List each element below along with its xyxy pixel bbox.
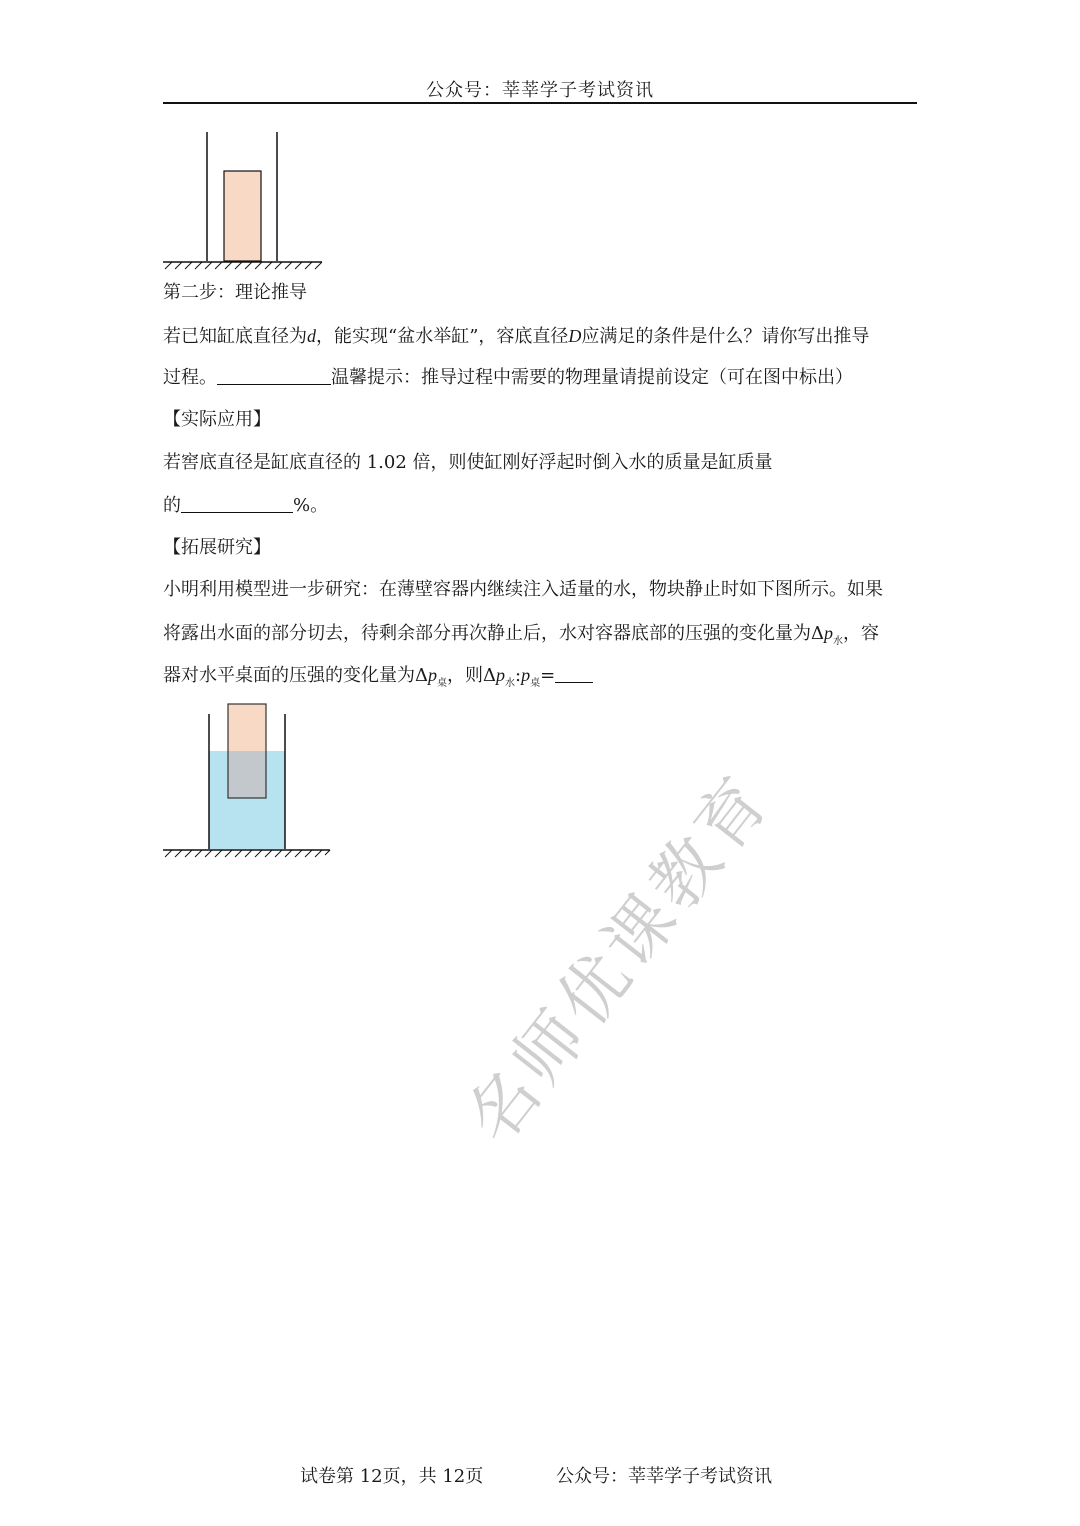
answer-blank-percent[interactable]: [181, 492, 293, 513]
block-above-water: [228, 704, 266, 751]
ratio-colon: :: [515, 665, 522, 686]
hint-text: 温馨提示：推导过程中需要的物理量请提前设定（可在图中标出）: [331, 367, 853, 388]
application-title: 【实际应用】: [163, 409, 271, 430]
application-line-2: [163, 492, 923, 520]
variable-d: d: [307, 326, 316, 346]
variable-p: p: [521, 665, 531, 685]
figure-container-with-water: [160, 700, 335, 865]
extension-text: ，则Δ: [447, 665, 496, 686]
extension-title: 【拓展研究】: [163, 537, 271, 558]
footer-page-info: 试卷第 12页，共 12页: [300, 1466, 484, 1487]
variable-D: D: [568, 326, 582, 346]
block-submerged: [228, 751, 266, 798]
block: [224, 171, 261, 261]
variable-p: p: [428, 665, 437, 685]
equals-sign: =: [540, 665, 556, 686]
variable-p: p: [496, 665, 505, 685]
derivation-text: ，能实现“盆水举缸”，容底直径: [316, 326, 569, 347]
step2-title: 第二步：理论推导: [163, 282, 307, 303]
extension-text: 器对水平桌面的压强的变化量为Δ: [163, 665, 428, 686]
derivation-text: 若已知缸底直径为: [163, 326, 307, 347]
figure-container-empty: [160, 128, 330, 273]
answer-blank-ratio[interactable]: [555, 662, 593, 683]
subscript-table: 桌: [437, 678, 447, 689]
extension-line-1: 小明利用模型进一步研究：在薄壁容器内继续注入适量的水，物块静止时如下图所示。如果: [163, 579, 883, 600]
page-header: 公众号：莘莘学子考试资讯: [426, 80, 654, 101]
extension-line-2: [163, 619, 923, 656]
extension-text: 将露出水面的部分切去，待剩余部分再次静止后，水对容器底部的压强的变化量为Δ: [163, 623, 824, 644]
derivation-text: 过程。: [163, 367, 217, 388]
subscript-table: 桌: [530, 678, 541, 689]
answer-blank-derivation[interactable]: [217, 364, 331, 385]
subscript-water: 水: [505, 678, 515, 689]
subscript-water: 水: [833, 636, 843, 647]
application-text: %。: [293, 495, 329, 516]
derivation-text: 应满足的条件是什么？请你写出推导: [581, 326, 870, 347]
derivation-line-1: [163, 322, 923, 351]
footer-account: 公众号：莘莘学子考试资讯: [556, 1466, 772, 1487]
application-line-1: 若窖底直径是缸底直径的 1.02 倍，则使缸刚好浮起时倒入水的质量是缸质量: [163, 452, 773, 473]
variable-p: p: [824, 623, 833, 643]
extension-text: ，容: [843, 623, 879, 644]
watermark: 名师优课教育: [451, 759, 788, 1158]
header-rule: [163, 102, 917, 104]
derivation-line-2: [163, 364, 923, 392]
extension-line-3: [163, 661, 923, 698]
application-text: 的: [163, 495, 181, 516]
